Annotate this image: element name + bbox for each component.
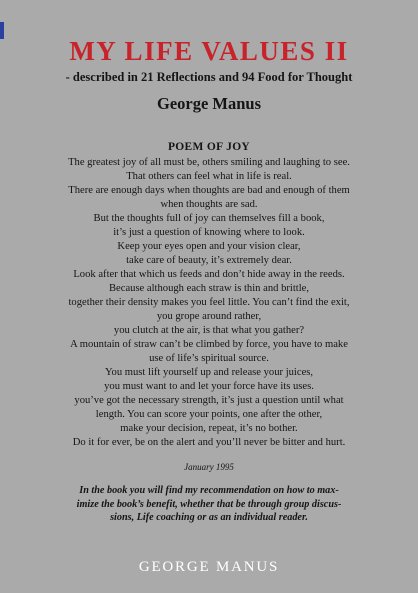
recommendation-line: In the book you will find my recommendation on how to max- (79, 485, 339, 496)
poem-line: use of life’s spiritual source. (149, 353, 269, 364)
book-subtitle: - described in 21 Reflections and 94 Food for Thought (65, 70, 353, 84)
poem-line: Keep your eyes open and your vision clear, (117, 241, 301, 252)
poem-text (30, 156, 388, 450)
poem-line: But the thoughts full of joy can themselves fill a book, (93, 213, 325, 224)
poem-line: There are enough days when thoughts are bad and enough of them (68, 185, 350, 196)
poem-line: you must want to and let your force have its uses. (104, 381, 314, 392)
author-name-bottom: GEORGE MANUS (138, 559, 280, 575)
poem-date: January 1995 (184, 462, 234, 472)
poem-line: Because although each straw is thin and brittle, (108, 283, 310, 294)
poem-line: it’s just a question of knowing where to look. (113, 227, 305, 238)
recommendation-line: sions, Life coaching or as an individual reader. (110, 512, 308, 523)
book-title: MY LIFE VALUES II (69, 36, 349, 66)
poem-line: Look after that which us feeds and don’t hide away in the reeds. (73, 269, 345, 280)
poem-line: You must lift yourself up and release your juices, (104, 367, 314, 378)
poem-line: take care of beauty, it’s extremely dear. (126, 255, 292, 266)
poem-line: you clutch at the air, is that what you gather? (113, 325, 305, 336)
poem-line: you grope around rather, (156, 311, 262, 322)
poem-line: The greatest joy of all must be, others smiling and laughing to see. (68, 157, 350, 168)
poem-line: Do it for ever, be on the alert and you’ll never be bitter and hurt. (72, 437, 346, 448)
poem-line: That others can feel what in life is real. (126, 171, 292, 182)
poem-title: POEM OF JOY (167, 141, 251, 153)
poem-line: when thoughts are sad. (160, 199, 258, 210)
recommendation-line: imize the book’s benefit, whether that be through group discus- (76, 498, 342, 510)
author-name-top: George Manus (156, 94, 262, 113)
poem-line: A mountain of straw can’t be climbed by force, you have to make (70, 339, 348, 350)
poem-line: together their density makes you feel little. You can’t find the exit, (68, 297, 350, 308)
poem-line: length. You can score your points, one after the other, (95, 409, 323, 420)
recommendation-text (40, 484, 378, 525)
poem-line: make your decision, repeat, it’s no bother. (120, 423, 298, 434)
poem-line: you’ve got the necessary strength, it’s just a question until what (74, 395, 344, 406)
